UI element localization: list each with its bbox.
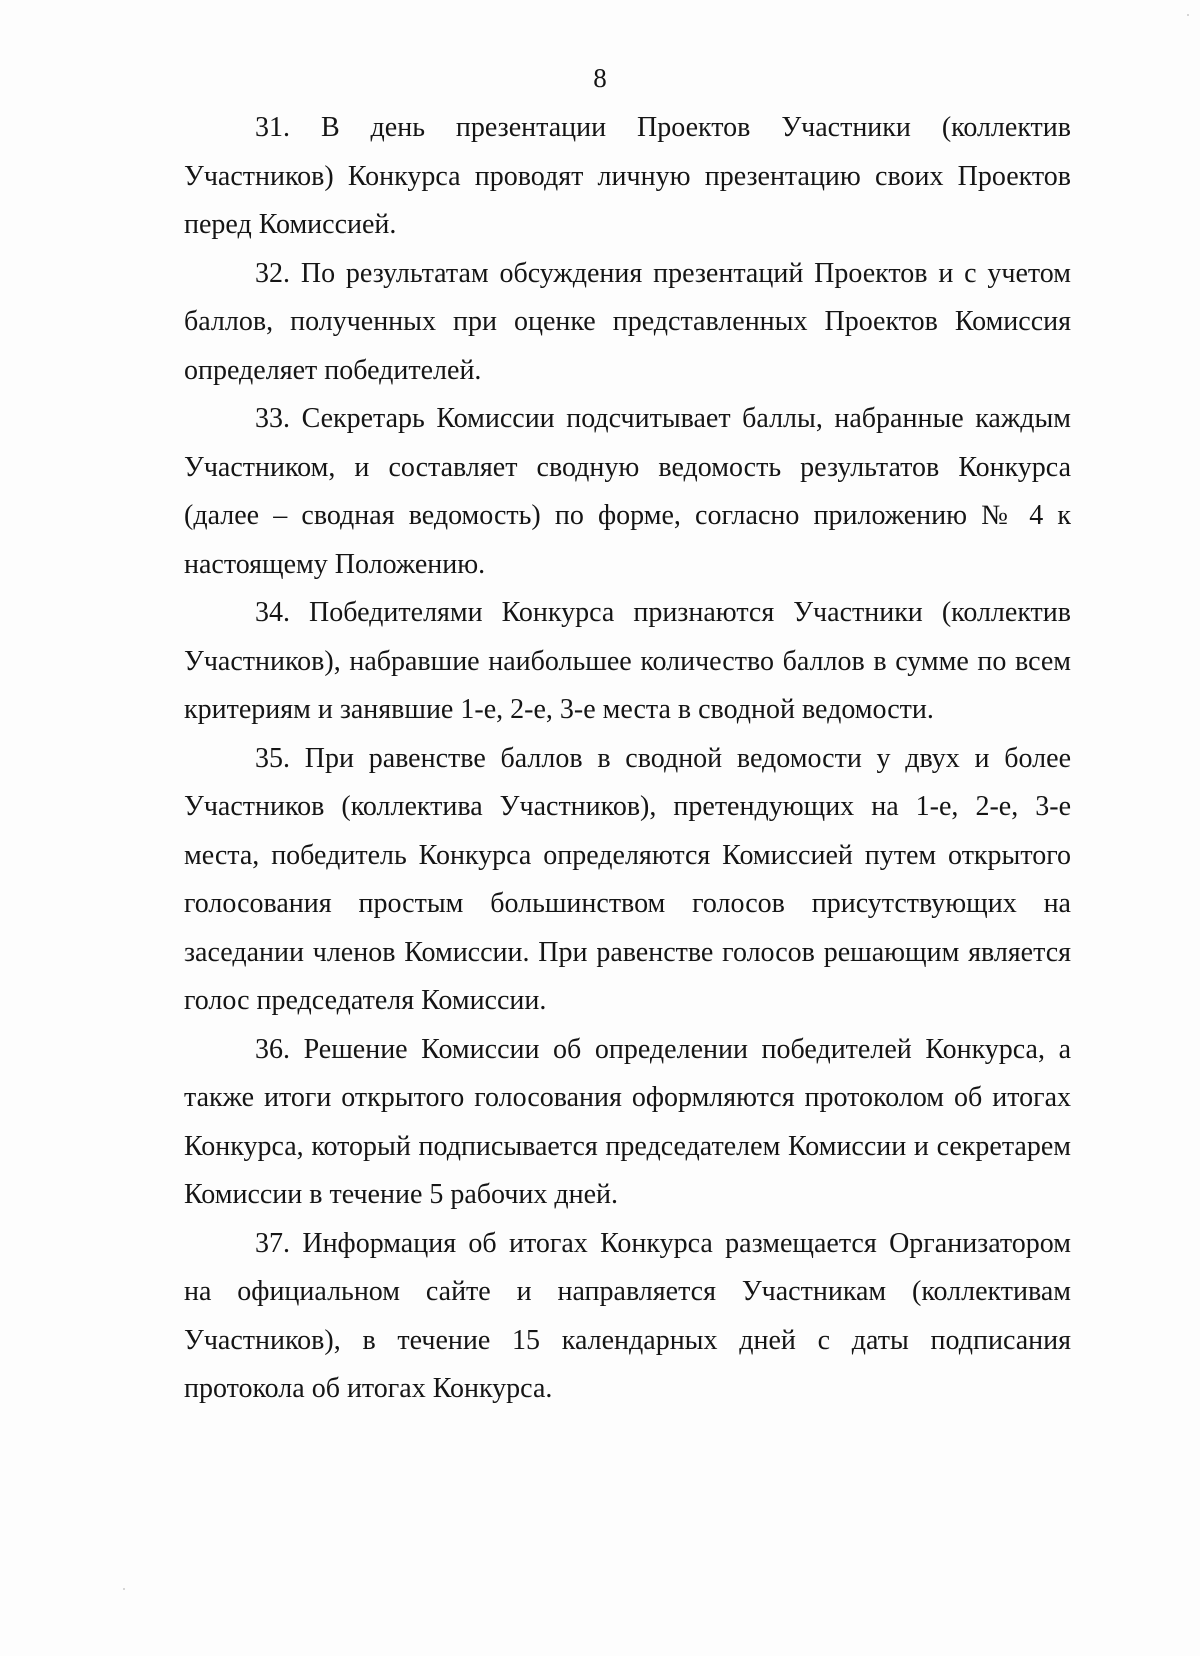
document-body xyxy=(184,104,1071,1414)
paragraph-36: 36. Решение Комиссии об определении победителей Конкурса, а также итоги открытого голосования оформляются протоколом об итогах Конкурса, который подписывается председателем Комиссии и секретарем Комиссии в течение 5 рабочих дней. xyxy=(184,1033,1071,1210)
paragraph-35: 35. При равенстве баллов в сводной ведомости у двух и более Участников (коллектива Участников), претендующих на 1-е, 2-е, 3-е места, победитель Конкурса определяются Комиссией путем открытого голосования простым большинством голосов присутствующих на заседании членов Комиссии. При равенстве голосов решающим является голос председателя Комиссии. xyxy=(184,742,1071,1016)
paragraph-34: 34. Победителями Конкурса признаются Участники (коллектив Участников), набравшие наибольшее количество баллов в сумме по всем критериям и занявшие 1-е, 2-е, 3-е места в сводной ведомости. xyxy=(184,597,1071,725)
paragraph-32: 32. По результатам обсуждения презентаций Проектов и с учетом баллов, полученных при оценке представленных Проектов Комиссия определяет победителей. xyxy=(184,257,1071,386)
paragraph-31: 31. В день презентации Проектов Участники (коллектив Участников) Конкурса проводят личную презентацию своих Проектов перед Комиссией. xyxy=(184,112,1071,240)
scan-speck xyxy=(123,1588,125,1590)
page-number: 8 xyxy=(593,63,607,93)
paragraph-37: 37. Информация об итогах Конкурса размещается Организатором на официальном сайте и направляется Участникам (коллективам Участников), в течение 15 календарных дней с даты подписания протокола об итогах Конкурса. xyxy=(184,1227,1071,1404)
scan-speck xyxy=(1187,14,1189,16)
paragraph-33: 33. Секретарь Комиссии подсчитывает баллы, набранные каждым Участником, и составляет сводную ведомость результатов Конкурса (далее – сводная ведомость) по форме, согласно приложению № 4 к настоящему Положению. xyxy=(184,403,1071,580)
